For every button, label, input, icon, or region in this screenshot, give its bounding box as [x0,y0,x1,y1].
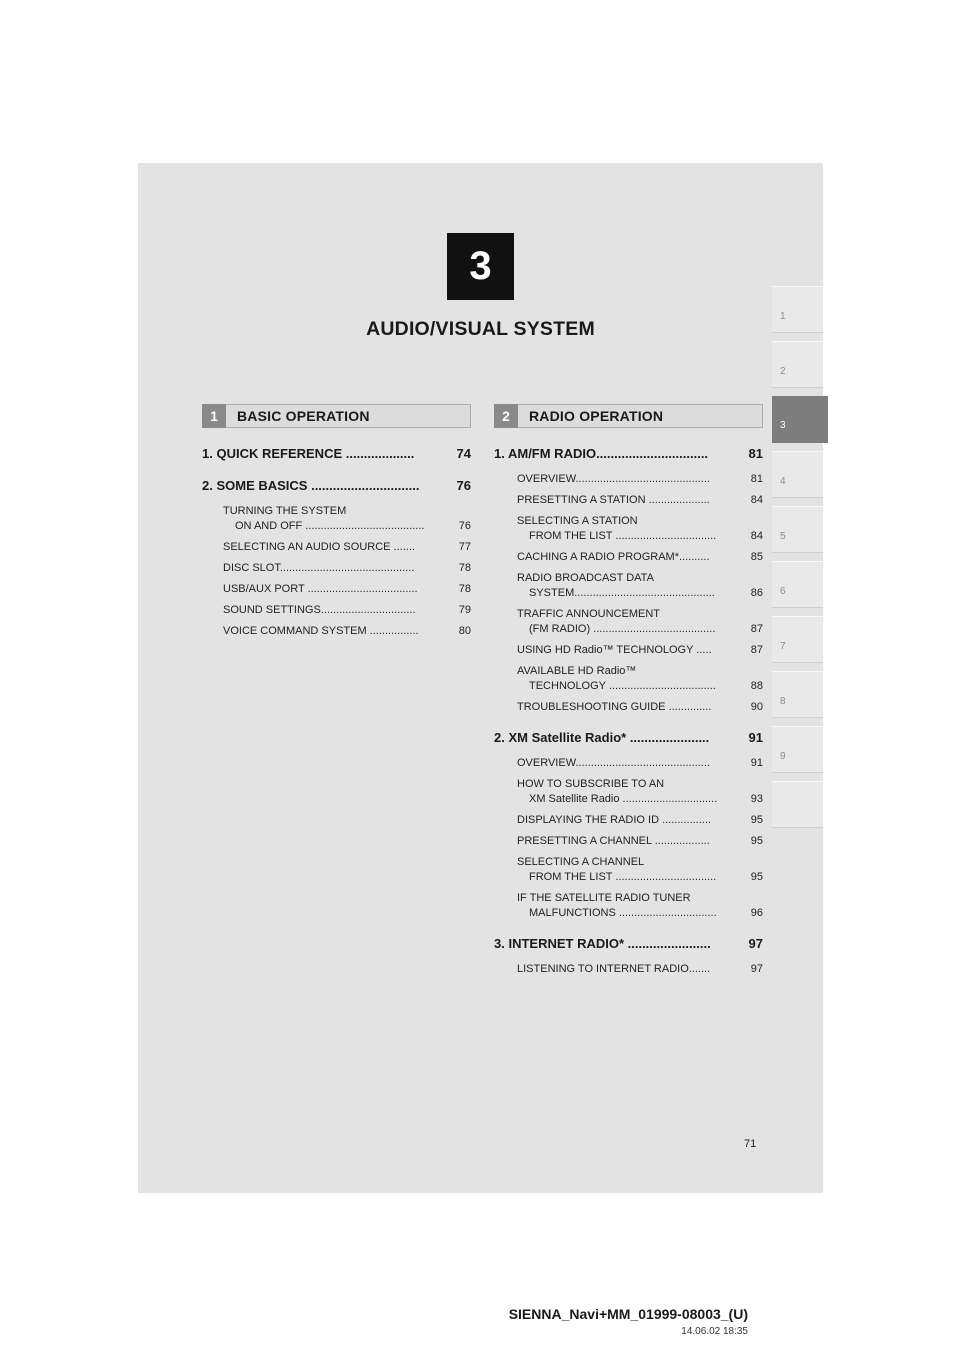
toc-subentry-page: 87 [750,623,763,635]
toc-subentry-line: OVERVIEW............................................ 81 [517,473,763,485]
chapter-number-box: 3 [447,233,514,300]
toc-subentry-page: 85 [750,551,763,563]
section-label: RADIO OPERATION [529,408,664,424]
toc-subentry[interactable] [517,644,763,659]
toc-entry-page: 76 [456,478,471,493]
toc-subentry-line: MALFUNCTIONS ................................ 96 [529,907,763,919]
toc-subentry[interactable] [517,814,763,829]
toc-subentry-line: SELECTING AN AUDIO SOURCE ....... 77 [223,541,471,553]
tab-7[interactable]: 7 [772,616,823,663]
section-label: BASIC OPERATION [237,408,370,424]
toc-subentry[interactable] [517,551,763,566]
section-number-badge: 1 [202,404,226,428]
toc-subentry[interactable] [517,608,763,638]
toc-subentry-line: TRAFFIC ANNOUNCEMENT [517,608,660,620]
toc-sublist [494,473,763,716]
toc-subentry-page: 96 [750,907,763,919]
toc-entry-title: 3. INTERNET RADIO* ....................... [494,936,711,951]
toc-subentry-page: 88 [750,680,763,692]
toc-entry-some-basics[interactable] [202,478,471,497]
toc-subentry-line: SELECTING A CHANNEL [517,856,645,868]
toc-entry-title: 1. QUICK REFERENCE ................... [202,446,415,461]
toc-subentry-line: SYSTEM.............................................. 86 [529,587,763,599]
toc-subentry[interactable] [517,757,763,772]
toc-subentry[interactable] [223,625,471,640]
toc-subentry[interactable] [223,541,471,556]
toc-subentry[interactable] [223,505,471,535]
toc-subentry[interactable] [517,701,763,716]
tab-9[interactable]: 9 [772,726,823,773]
toc-subentry-page: 97 [750,963,763,975]
toc-subentry-page: 78 [458,562,471,574]
section-header-basic-operation [202,404,471,428]
toc-subentry-line: DISPLAYING THE RADIO ID ................ 95 [517,814,763,826]
toc-subentry-line: TECHNOLOGY ................................... 88 [529,680,763,692]
toc-subentry[interactable] [517,856,763,886]
toc-subentry-page: 78 [458,583,471,595]
right-toc-column [494,446,763,984]
toc-entry-page: 81 [748,446,763,461]
toc-entry-quick-reference[interactable] [202,446,471,465]
toc-subentry-line: (FM RADIO) ........................................ 87 [529,623,763,635]
toc-subentry[interactable] [517,572,763,602]
toc-entry-am-fm-radio[interactable] [494,446,763,465]
toc-subentry-line: AVAILABLE HD Radio™ [517,665,637,677]
tab-5[interactable]: 5 [772,506,823,553]
toc-subentry[interactable] [517,515,763,545]
toc-subentry-line: TROUBLESHOOTING GUIDE .............. 90 [517,701,763,713]
toc-subentry-line: USING HD Radio™ TECHNOLOGY ..... 87 [517,644,763,656]
toc-subentry-page: 93 [750,793,763,805]
toc-entry-title: 2. XM Satellite Radio* ...................... [494,730,710,745]
page-number: 71 [744,1138,757,1150]
toc-subentry[interactable] [517,835,763,850]
footer-document-id: SIENNA_Navi+MM_01999-08003_(U) [508,1306,748,1322]
toc-subentry-line: TURNING THE SYSTEM [223,505,347,517]
section-number-badge: 2 [494,404,518,428]
toc-subentry-line: DISC SLOT............................................ 78 [223,562,471,574]
toc-subentry[interactable] [223,562,471,577]
toc-subentry-line: CACHING A RADIO PROGRAM*.......... 85 [517,551,763,563]
toc-subentry-page: 81 [750,473,763,485]
toc-subentry-line: FROM THE LIST ................................. 84 [529,530,763,542]
toc-subentry-line: PRESETTING A STATION .................... 84 [517,494,763,506]
toc-subentry-line: SELECTING A STATION [517,515,638,527]
tab-1[interactable]: 1 [772,286,823,333]
toc-subentry[interactable] [517,892,763,922]
toc-subentry-page: 76 [458,520,471,532]
toc-subentry-line: PRESETTING A CHANNEL .................. 95 [517,835,763,847]
toc-entry-page: 91 [748,730,763,745]
chapter-title: AUDIO/VISUAL SYSTEM [366,318,595,340]
toc-subentry[interactable] [517,778,763,808]
tab-3-active[interactable]: 3 [772,396,828,443]
toc-entry-xm-satellite-radio[interactable] [494,730,763,749]
toc-sublist [202,505,471,640]
toc-subentry[interactable] [517,473,763,488]
toc-subentry-line: SOUND SETTINGS............................... 79 [223,604,471,616]
toc-subentry-page: 95 [750,871,763,883]
toc-subentry-line: VOICE COMMAND SYSTEM ................ 80 [223,625,471,637]
toc-subentry-page: 84 [750,494,763,506]
toc-subentry-page: 79 [458,604,471,616]
toc-subentry-line: XM Satellite Radio ............................... 93 [529,793,763,805]
tab-blank[interactable] [772,781,823,828]
section-header-radio-operation [494,404,763,428]
toc-sublist [494,963,763,978]
left-toc-column [202,446,471,646]
toc-sublist [494,757,763,922]
toc-subentry-page: 95 [750,835,763,847]
toc-subentry-line: IF THE SATELLITE RADIO TUNER [517,892,691,904]
toc-subentry-page: 90 [750,701,763,713]
toc-subentry[interactable] [517,665,763,695]
toc-subentry-page: 95 [750,814,763,826]
toc-subentry[interactable] [223,583,471,598]
toc-subentry-page: 80 [458,625,471,637]
toc-entry-internet-radio[interactable] [494,936,763,955]
toc-subentry-page: 84 [750,530,763,542]
tab-6[interactable]: 6 [772,561,823,608]
toc-entry-page: 74 [456,446,471,461]
tab-2[interactable]: 2 [772,341,823,388]
toc-subentry-line: OVERVIEW............................................ 91 [517,757,763,769]
toc-subentry-page: 87 [750,644,763,656]
toc-entry-title: 2. SOME BASICS .............................. [202,478,420,493]
toc-subentry-line: USB/AUX PORT .................................... 78 [223,583,471,595]
toc-subentry-page: 86 [750,587,763,599]
toc-subentry-line: FROM THE LIST ................................. 95 [529,871,763,883]
toc-entry-title: 1. AM/FM RADIO............................... [494,446,709,461]
toc-subentry[interactable] [517,494,763,509]
toc-subentry-line: ON AND OFF ....................................... 76 [235,520,471,532]
toc-subentry-line: HOW TO SUBSCRIBE TO AN [517,778,665,790]
tab-8[interactable]: 8 [772,671,823,718]
toc-subentry-line: RADIO BROADCAST DATA [517,572,654,584]
toc-subentry-line: LISTENING TO INTERNET RADIO....... 97 [517,963,763,975]
toc-subentry[interactable] [223,604,471,619]
toc-subentry-page: 77 [458,541,471,553]
footer-timestamp: 14.06.02 18:35 [681,1326,748,1337]
toc-subentry[interactable] [517,963,763,978]
tab-4[interactable]: 4 [772,451,823,498]
toc-subentry-page: 91 [750,757,763,769]
toc-entry-page: 97 [748,936,763,951]
